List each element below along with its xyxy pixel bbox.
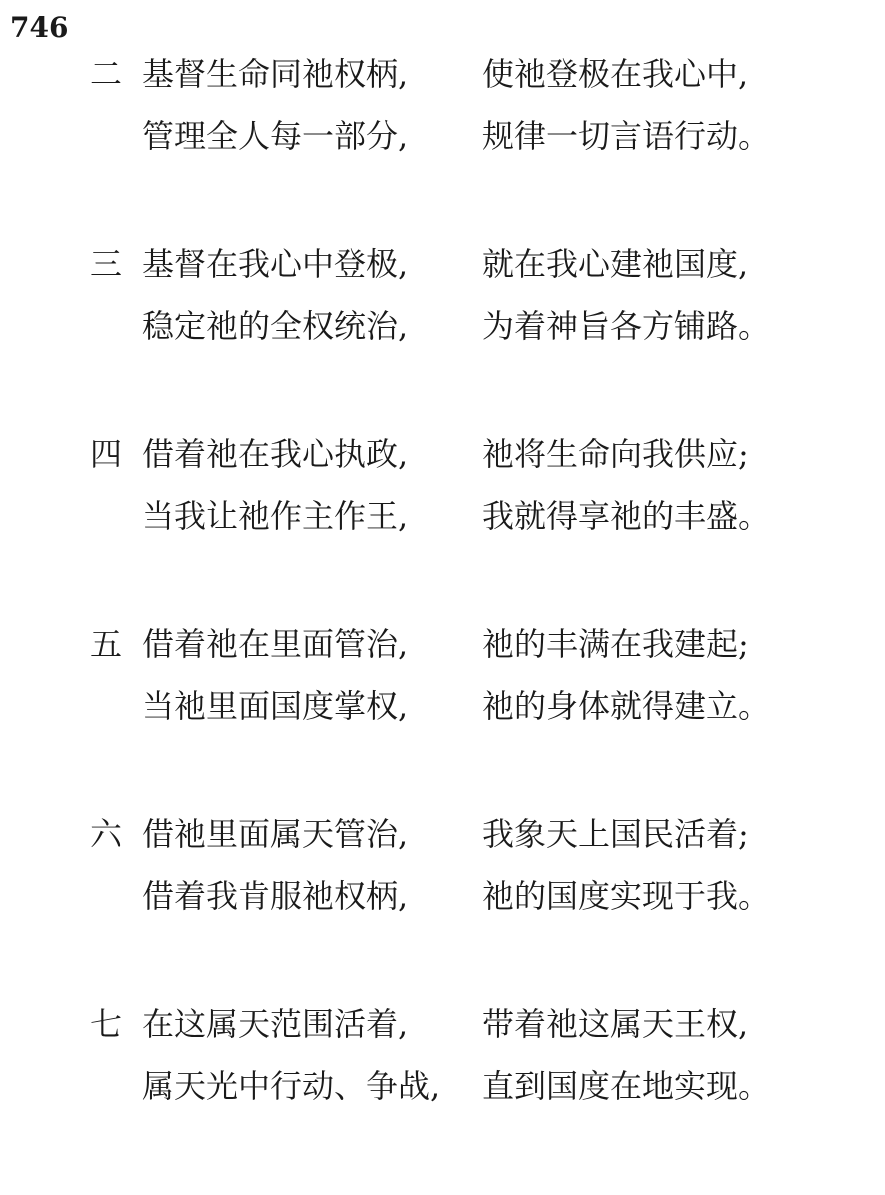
line-left-text: 借祂里面属天管治, [142,815,409,853]
stanza-line [0,682,885,730]
stanza-line [0,112,885,160]
stanza-number: 四 [90,435,123,473]
line-right-text: 就在我心建祂国度, [482,245,749,283]
stanza-number: 七 [90,1005,123,1043]
page-number: 746 [10,11,69,44]
stanza-6 [0,810,885,940]
line-right-text: 直到国度在地实现。 [482,1067,771,1105]
line-right-text: 带着祂这属天王权, [482,1005,749,1043]
stanza-line [0,1062,885,1110]
stanza-line [0,430,885,478]
line-right-text: 祂的身体就得建立。 [482,687,771,725]
line-left-text: 基督生命同祂权柄, [142,55,409,93]
stanza-line [0,620,885,668]
stanza-5 [0,620,885,750]
stanza-number: 五 [90,625,123,663]
stanza-line [0,240,885,288]
line-left-text: 在这属天范围活着, [142,1005,409,1043]
stanza-line [0,50,885,98]
stanza-2 [0,50,885,180]
stanza-line [0,872,885,920]
line-left-text: 属天光中行动、争战, [142,1067,441,1105]
line-left-text: 基督在我心中登极, [142,245,409,283]
line-right-text: 祂的丰满在我建起; [482,625,749,663]
line-left-text: 当我让祂作主作王, [142,497,409,535]
stanza-7 [0,1000,885,1130]
line-left-text: 借着祂在里面管治, [142,625,409,663]
line-right-text: 规律一切言语行动。 [482,117,771,155]
line-right-text: 我就得享祂的丰盛。 [482,497,771,535]
stanza-line [0,1000,885,1048]
line-left-text: 借着祂在我心执政, [142,435,409,473]
line-left-text: 管理全人每一部分, [142,117,409,155]
line-left-text: 借着我肯服祂权柄, [142,877,409,915]
line-right-text: 使祂登极在我心中, [482,55,749,93]
line-right-text: 祂的国度实现于我。 [482,877,771,915]
stanza-4 [0,430,885,560]
stanza-line [0,492,885,540]
line-right-text: 祂将生命向我供应; [482,435,749,473]
line-left-text: 稳定祂的全权统治, [142,307,409,345]
stanza-line [0,302,885,350]
stanza-number: 六 [90,815,123,853]
stanza-line [0,810,885,858]
line-right-text: 我象天上国民活着; [482,815,749,853]
stanza-number: 二 [90,55,123,93]
line-left-text: 当祂里面国度掌权, [142,687,409,725]
line-right-text: 为着神旨各方铺路。 [482,307,771,345]
stanza-number: 三 [90,245,123,283]
stanza-3 [0,240,885,370]
